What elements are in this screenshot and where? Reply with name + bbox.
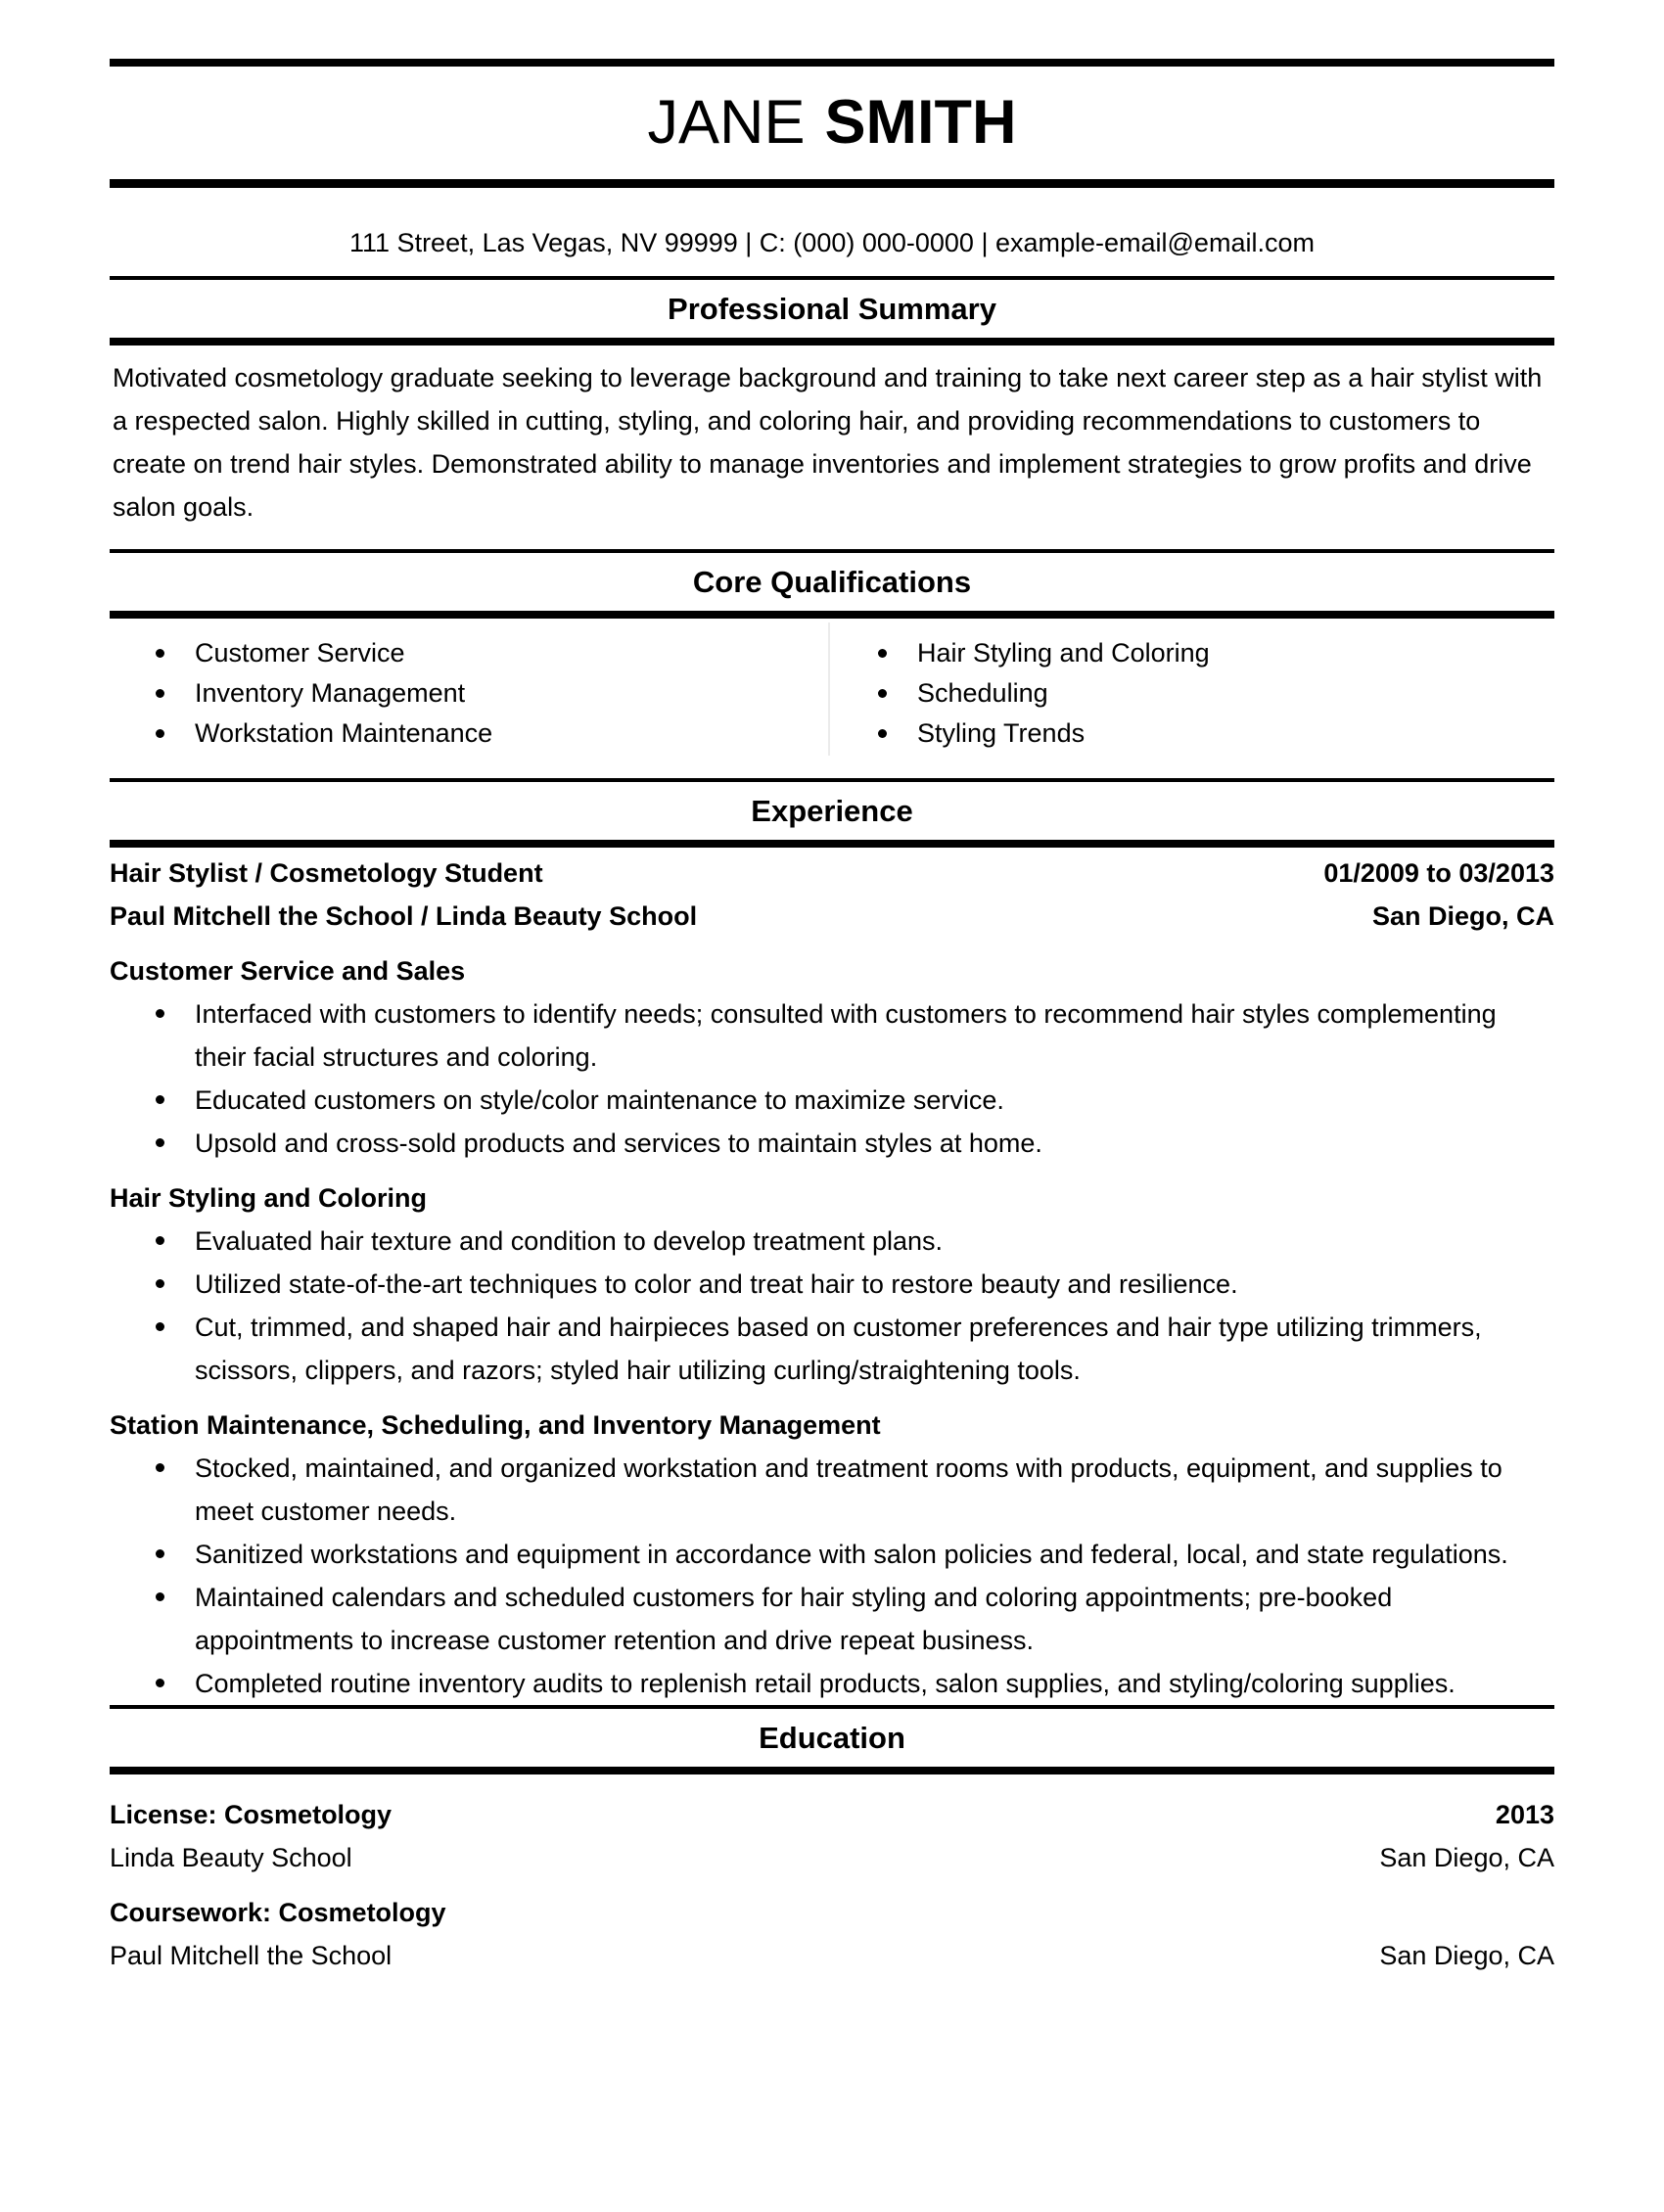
section-heading-professional-summary: Professional Summary (110, 276, 1554, 346)
core-qualifications-list (110, 619, 1554, 778)
qualification-item: Scheduling (832, 673, 1554, 714)
last-name: SMITH (824, 88, 1017, 157)
qualification-item: Styling Trends (832, 714, 1554, 754)
qualification-item: Customer Service (110, 633, 832, 673)
education-location: San Diego, CA (1379, 1941, 1554, 1970)
experience-bullet: Upsold and cross-sold products and services to maintain styles at home. (110, 1122, 1554, 1165)
experience-bullet: Evaluated hair texture and condition to develop treatment plans. (110, 1220, 1554, 1263)
section-heading-experience: Experience (110, 778, 1554, 848)
experience-bullet: Sanitized workstations and equipment in accordance with salon policies and federal, local, and state regulations. (110, 1533, 1554, 1576)
qualification-item: Inventory Management (110, 673, 832, 714)
qualifications-column-left (110, 633, 832, 754)
qualification-item: Workstation Maintenance (110, 714, 832, 754)
education-title: Coursework: Cosmetology (110, 1898, 446, 1927)
name-header (110, 59, 1554, 188)
education-school: Paul Mitchell the School (110, 1941, 393, 1970)
experience-bullet: Maintained calendars and scheduled customers for hair styling and coloring appointments; pre-booked appointments to increase customer retention and drive repeat business. (110, 1576, 1554, 1662)
resume-page (110, 59, 1554, 1977)
employer-name: Paul Mitchell the School / Linda Beauty School (110, 901, 698, 931)
education-title: License: Cosmetology (110, 1800, 393, 1829)
education-year: 2013 (1495, 1800, 1554, 1829)
first-name: JANE (647, 88, 806, 157)
section-heading-core-qualifications: Core Qualifications (110, 549, 1554, 619)
professional-summary-text: Motivated cosmetology graduate seeking to leverage background and training to take next career step as a hair stylist with a respected salon. Highly skilled in cutting, styling, and coloring hair, and providing recommendations to customers to create on trend hair styles. Demonstrated ability to manage inventories and implement strategies to grow profits and drive salon goals. (113, 363, 1543, 522)
experience-bullet: Cut, trimmed, and shaped hair and hairpieces based on customer preferences and hair type utilizing trimmers, scissors, clippers, and razors; styled hair utilizing curling/straightening tools. (110, 1306, 1554, 1392)
contact-info: 111 Street, Las Vegas, NV 99999 | C: (000) 000-0000 | example-email@email.com (349, 228, 1315, 257)
experience-bullet: Stocked, maintained, and organized workstation and treatment rooms with products, equipment, and supplies to meet customer needs. (110, 1447, 1554, 1533)
experience-group-heading: Hair Styling and Coloring (110, 1183, 428, 1213)
education-school-row (110, 1836, 1554, 1879)
education-section (110, 1774, 1554, 1977)
experience-section (110, 848, 1554, 1705)
section-heading-education: Education (110, 1705, 1554, 1774)
experience-bullet: Interfaced with customers to identify needs; consulted with customers to recommend hair styles complementing their facial structures and coloring. (110, 992, 1554, 1079)
experience-bullet: Educated customers on style/color maintenance to maximize service. (110, 1079, 1554, 1122)
qualification-item: Hair Styling and Coloring (832, 633, 1554, 673)
job-title-row (110, 852, 1554, 895)
education-school: Linda Beauty School (110, 1843, 352, 1872)
education-school-row (110, 1934, 1554, 1977)
job-title: Hair Stylist / Cosmetology Student (110, 858, 543, 888)
experience-bullet: Utilized state-of-the-art techniques to color and treat hair to restore beauty and resilience. (110, 1263, 1554, 1306)
experience-group-heading: Customer Service and Sales (110, 956, 466, 986)
education-title-row (110, 1793, 1554, 1836)
job-location: San Diego, CA (1371, 901, 1554, 931)
education-title-row (110, 1891, 1554, 1934)
experience-bullet: Completed routine inventory audits to replenish retail products, salon supplies, and styling/coloring supplies. (110, 1662, 1554, 1705)
qualifications-column-right (832, 633, 1554, 754)
education-entry (110, 1891, 1554, 1977)
education-entry (110, 1793, 1554, 1879)
employer-row (110, 895, 1554, 938)
experience-group-heading: Station Maintenance, Scheduling, and Inventory Management (110, 1410, 881, 1440)
job-dates: 01/2009 to 03/2013 (1323, 858, 1554, 888)
education-location: San Diego, CA (1379, 1843, 1554, 1872)
